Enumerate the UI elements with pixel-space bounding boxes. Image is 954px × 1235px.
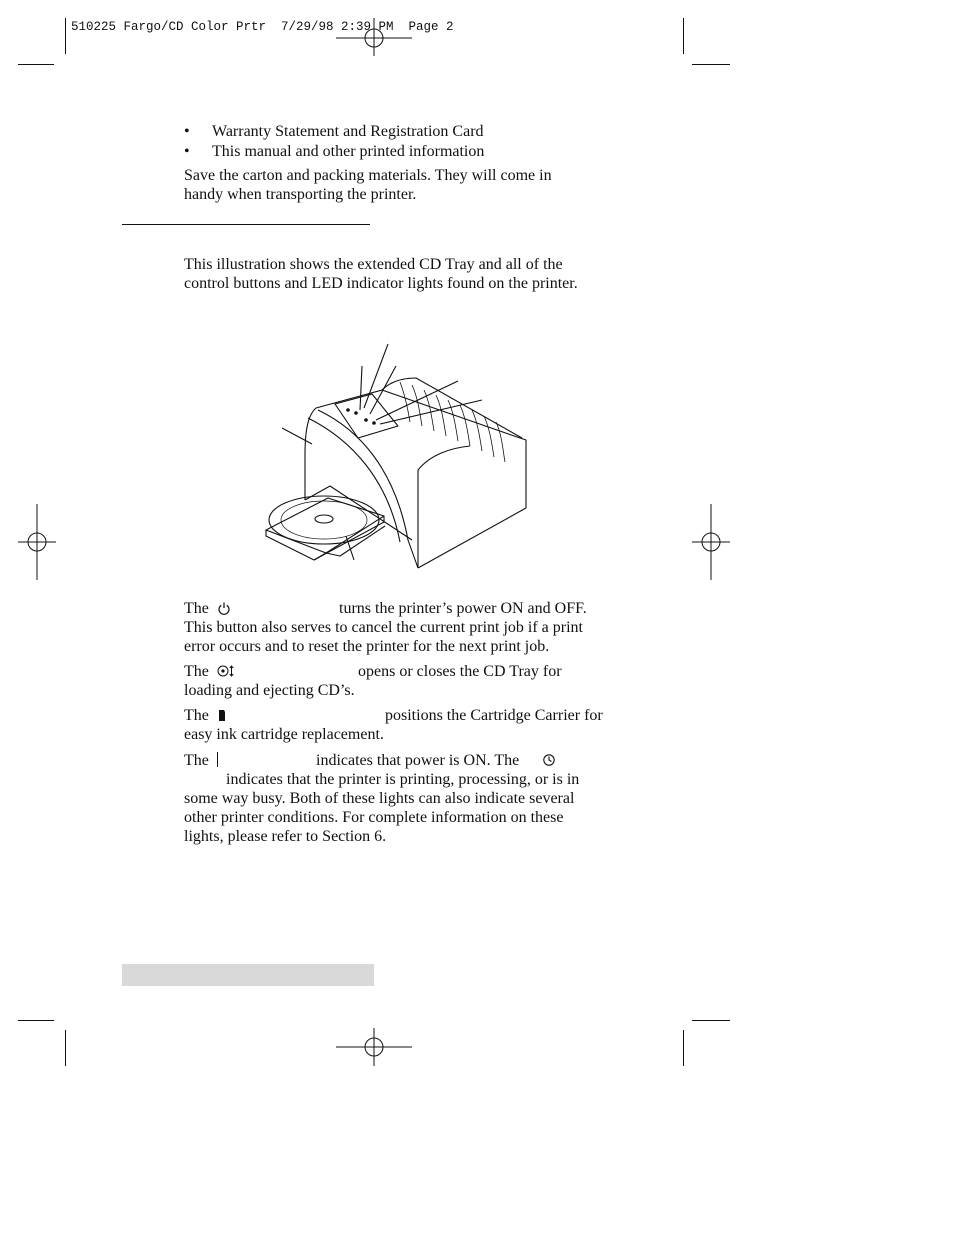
printer-illustration [255,335,545,570]
power-button-paragraph: The turns the printer’s power ON and OFF. This button also serves to cancel the current print job if a print error occurs and to reset the printer for the next print job. [184,600,587,655]
cartridge-icon [217,709,227,722]
print-slug: 510225 Fargo/CD Color Prtr 7/29/98 2:39 PM Page 2 [71,20,454,34]
indicator-lights-paragraph: The indicates that power is ON. The indicates that the printer is printing, processing, or is in some way busy. Both of these lights can also indicate several other printer conditions. For complete information on these lights, please refer to Section 6. [184,752,580,845]
bullet-icon: • [184,143,190,160]
power-light-icon [217,752,218,767]
section-rule [122,224,370,225]
tray-button-paragraph: The opens or closes the CD Tray for loading and ejecting CD’s. [184,663,562,699]
busy-light-icon [542,753,556,767]
bullet-icon: • [184,123,190,140]
footer-bar [122,964,374,986]
tray-open-close-icon [217,664,235,678]
packing-note: Save the carton and packing materials. They will come in handy when transporting the printer. [184,167,552,203]
cartridge-button-paragraph: The positions the Cartridge Carrier for easy ink cartridge replacement. [184,707,603,743]
power-icon [217,601,231,615]
intro-paragraph: This illustration shows the extended CD Tray and all of the control buttons and LED indicator lights found on the printer. [184,256,578,292]
